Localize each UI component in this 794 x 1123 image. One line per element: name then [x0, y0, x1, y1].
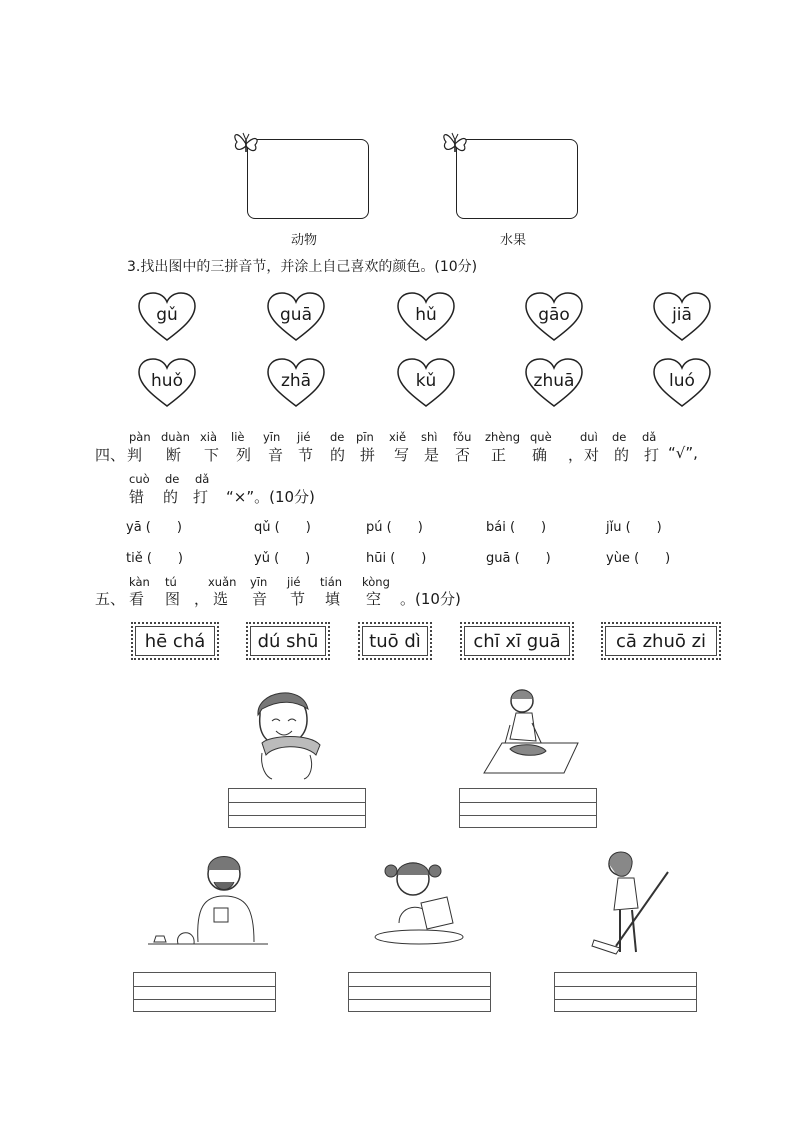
answer-writing-box[interactable]: [459, 788, 597, 828]
heart-syllable[interactable]: [266, 292, 326, 342]
fruit-box: [456, 139, 578, 219]
judge-item[interactable]: yǔ ( ): [254, 551, 311, 566]
butterfly-icon: [440, 126, 470, 160]
judge-item[interactable]: bái ( ): [486, 520, 547, 535]
judge-item[interactable]: yùe ( ): [606, 551, 671, 566]
question-4-text: 打: [193, 488, 209, 506]
question-4-text: 否: [455, 446, 471, 464]
heart-syllable-text: kǔ: [415, 371, 437, 391]
question-4-text: 打: [644, 446, 660, 464]
pinyin-annotation: dǎ: [195, 472, 210, 486]
question-4-text: 正: [491, 446, 507, 464]
pinyin-annotation: cuò: [129, 472, 150, 486]
pinyin-annotation: de: [330, 430, 345, 444]
heart-syllable[interactable]: [652, 358, 712, 408]
pinyin-annotation: duì: [580, 430, 598, 444]
pinyin-annotation: xuǎn: [208, 575, 237, 589]
pinyin-annotation: tián: [320, 575, 343, 589]
pinyin-annotation: kòng: [362, 575, 390, 589]
judge-item[interactable]: hūi ( ): [366, 551, 427, 566]
question-4-text: 拼: [360, 446, 376, 464]
question-4-text: 下: [204, 446, 220, 464]
animal-label: 动物: [291, 233, 318, 248]
heart-syllable-text: jiā: [672, 305, 692, 325]
heart-syllable[interactable]: [266, 358, 326, 408]
question-4-text: “×”。(10分): [226, 488, 315, 506]
question-4-text: 的: [330, 446, 346, 464]
question-5-text: ，: [194, 590, 210, 608]
pinyin-annotation: pàn: [129, 430, 151, 444]
question-5-text: 空: [366, 590, 382, 608]
heart-syllable[interactable]: [652, 292, 712, 342]
pinyin-annotation: xià: [200, 430, 218, 444]
heart-syllable[interactable]: [396, 292, 456, 342]
animal-box: [247, 139, 369, 219]
question-4-text: 节: [298, 446, 314, 464]
boy-mopping-floor-image: [480, 685, 580, 777]
judge-item[interactable]: tiě ( ): [126, 551, 183, 566]
answer-writing-box[interactable]: [554, 972, 697, 1012]
question-4-text: “√”,: [668, 444, 698, 462]
option-frame: dú shū: [246, 622, 330, 660]
heart-syllable-text: huǒ: [151, 371, 183, 391]
heart-syllable-text: gǔ: [156, 305, 178, 325]
pinyin-annotation: duàn: [161, 430, 190, 444]
heart-syllable-text: hǔ: [415, 305, 437, 325]
question-5-text: 选: [213, 590, 229, 608]
pinyin-annotation: zhèng: [485, 430, 520, 444]
answer-writing-box[interactable]: [228, 788, 366, 828]
option-frame: hē chá: [131, 622, 219, 660]
question-5-text: 图: [165, 590, 181, 608]
pinyin-annotation: jié: [297, 430, 311, 444]
pinyin-annotation: pīn: [356, 430, 374, 444]
question-4-text: 写: [394, 446, 410, 464]
question-3-title: 3.找出图中的三拼音节，并涂上自己喜欢的颜色。(10分): [127, 259, 478, 275]
question-4-text: 列: [236, 446, 252, 464]
question-4-text: 是: [424, 446, 440, 464]
pinyin-annotation: shì: [421, 430, 438, 444]
pinyin-annotation: tú: [165, 575, 177, 589]
question-5-text: 。(10分): [400, 590, 461, 608]
answer-writing-box[interactable]: [133, 972, 276, 1012]
pinyin-annotation: dǎ: [642, 430, 657, 444]
pinyin-annotation: yīn: [250, 575, 268, 589]
section-4-number: 四、: [95, 446, 126, 464]
fruit-label: 水果: [500, 233, 527, 248]
judge-item[interactable]: qǔ ( ): [254, 520, 311, 535]
pinyin-annotation: yīn: [263, 430, 281, 444]
judge-item[interactable]: guā ( ): [486, 551, 551, 566]
question-4-text: 确: [532, 446, 548, 464]
question-5-text: 音: [252, 590, 268, 608]
butterfly-icon: [231, 126, 261, 160]
boy-eating-watermelon-image: [240, 685, 330, 780]
judge-item[interactable]: yā ( ): [126, 520, 182, 535]
heart-syllable-text: gāo: [538, 305, 570, 325]
heart-syllable[interactable]: [524, 358, 584, 408]
judge-item[interactable]: pú ( ): [366, 520, 423, 535]
question-4-text: 判: [127, 446, 143, 464]
option-frame: chī xī guā: [460, 622, 574, 660]
question-4-text: 错: [129, 488, 145, 506]
man-drinking-tea-image: [148, 850, 270, 950]
question-4-text: 断: [166, 446, 182, 464]
question-5-text: 看: [129, 590, 145, 608]
question-5-text: 节: [290, 590, 306, 608]
girl-reading-book-image: [373, 853, 467, 945]
question-4-text: 对: [584, 446, 600, 464]
judge-item[interactable]: jǐu ( ): [606, 520, 662, 535]
pinyin-annotation: jié: [287, 575, 301, 589]
heart-syllable[interactable]: [137, 292, 197, 342]
heart-syllable-text: luó: [669, 371, 695, 391]
pinyin-annotation: liè: [231, 430, 245, 444]
pinyin-annotation: kàn: [129, 575, 150, 589]
question-4-text: ，: [568, 446, 584, 464]
option-frame: tuō dì: [358, 622, 432, 660]
pinyin-annotation: què: [530, 430, 552, 444]
heart-syllable[interactable]: [524, 292, 584, 342]
pinyin-annotation: de: [612, 430, 627, 444]
question-4-text: 音: [268, 446, 284, 464]
section-5-number: 五、: [95, 590, 126, 608]
question-4-text: 的: [614, 446, 630, 464]
girl-sweeping-floor-image: [590, 848, 674, 960]
heart-syllable-text: zhā: [280, 371, 312, 391]
question-5-text: 填: [325, 590, 341, 608]
pinyin-annotation: xiě: [389, 430, 407, 444]
answer-writing-box[interactable]: [348, 972, 491, 1012]
heart-syllable-text: zhuā: [533, 371, 575, 391]
pinyin-annotation: fǒu: [453, 430, 472, 444]
heart-syllable[interactable]: [137, 358, 197, 408]
option-frame: cā zhuō zi: [601, 622, 721, 660]
heart-syllable-text: guā: [280, 305, 312, 325]
pinyin-annotation: de: [165, 472, 180, 486]
question-4-text: 的: [163, 488, 179, 506]
heart-syllable[interactable]: [396, 358, 456, 408]
